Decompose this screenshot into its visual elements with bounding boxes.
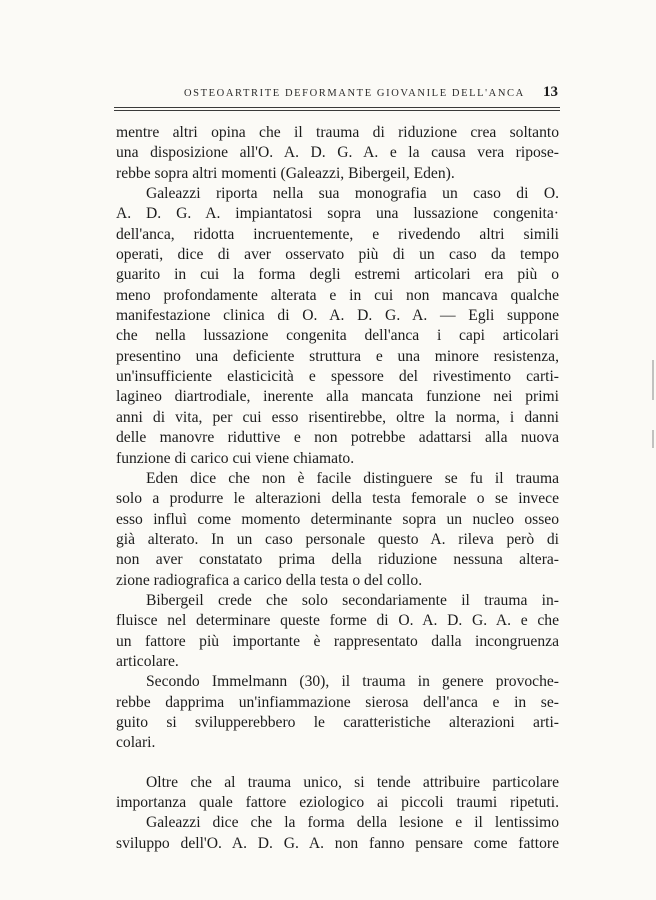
text-line: presentino una deficiente struttura e una minore resistenza, bbox=[116, 347, 559, 365]
text-line: fluisce nel determinare queste forme di O. A. D. G. A. e che bbox=[116, 612, 559, 630]
paragraph-gap bbox=[116, 754, 559, 773]
text-line: Secondo Immelmann (30), il trauma in genere provoche- bbox=[146, 673, 559, 691]
text-line: Galeazzi riporta nella sua monografia un caso di O. bbox=[146, 185, 559, 203]
running-title: OSTEOARTRITE DEFORMANTE GIOVANILE DELL'ANCA bbox=[184, 88, 525, 99]
text-line: meno profondamente alterata e in cui non mancava qualche bbox=[116, 286, 559, 304]
text-line: guito si svilupperebbero le caratteristiche alterazioni arti- bbox=[116, 713, 559, 731]
text-line: un'insufficiente elasticicità e spessore del rivestimento carti- bbox=[116, 368, 559, 386]
header-rule-bottom bbox=[114, 110, 560, 111]
text-line: funzione di carico cui viene chiamato. bbox=[116, 449, 355, 467]
text-line: solo a produrre le alterazioni della testa femorale o se invece bbox=[116, 490, 559, 508]
text-line: manifestazione clinica di O. A. D. G. A. — Egli suppone bbox=[116, 307, 559, 325]
text-line: Galeazzi dice che la forma della lesione e il lentissimo bbox=[146, 814, 559, 832]
scan-edge-mark bbox=[652, 360, 654, 400]
text-line: Eden dice che non è facile distinguere se fu il trauma bbox=[146, 469, 559, 487]
text-line: già alterato. In un caso personale questo A. rileva però di bbox=[116, 530, 559, 548]
text-line: articolare. bbox=[116, 652, 179, 670]
text-line: colari. bbox=[116, 734, 156, 752]
scan-edge-mark bbox=[652, 430, 654, 448]
text-line: A. D. G. A. impiantatosi sopra una lussazione congenita· bbox=[116, 205, 559, 223]
text-line: lagineo diartrodiale, inerente alla mancata funzione nei primi bbox=[116, 388, 559, 406]
text-line: Bibergeil crede che solo secondariamente il trauma in- bbox=[146, 591, 559, 609]
text-line: esso influì come momento determinante sopra un nucleo osseo bbox=[116, 510, 559, 528]
text-line: anni di vita, per cui esso risentirebbe, oltre la norma, i danni bbox=[116, 408, 559, 426]
text-line: una disposizione all'O. A. D. G. A. e la causa vera ripose- bbox=[116, 144, 559, 162]
running-head bbox=[118, 86, 558, 102]
text-line: che nella lussazione congenita dell'anca i capi articolari bbox=[116, 327, 559, 345]
text-line: importanza quale fattore eziologico ai piccoli traumi ripetuti. bbox=[116, 794, 559, 811]
text-line: Oltre che al trauma unico, si tende attribuire particolare bbox=[146, 773, 559, 791]
text-line: delle manovre riduttive e non potrebbe adattarsi alla nuova bbox=[116, 429, 559, 447]
text-line: rebbe sopra altri momenti (Galeazzi, Bibergeil, Eden). bbox=[116, 164, 455, 182]
header-rule-top bbox=[114, 107, 560, 108]
page-number: 13 bbox=[543, 84, 558, 100]
text-line: sviluppo dell'O. A. D. G. A. non fanno pensare come fattore bbox=[116, 834, 559, 852]
text-line: non aver constatato prima della riduzione nessuna altera- bbox=[116, 551, 559, 569]
body-text bbox=[116, 123, 559, 854]
text-line: zione radiografica a carico della testa o del collo. bbox=[116, 571, 423, 589]
text-line: guarito in cui la forma degli estremi articolari era più o bbox=[116, 266, 559, 284]
text-line: rebbe dapprima un'infiammazione sierosa dell'anca e in se- bbox=[116, 693, 559, 711]
text-line: operati, dice di aver osservato più di un caso da tempo bbox=[116, 246, 559, 264]
text-line: un fattore più importante è rappresentato dalla incongruenza bbox=[116, 632, 559, 650]
text-line: mentre altri opina che il trauma di riduzione crea soltanto bbox=[116, 124, 559, 141]
text-line: dell'anca, ridotta incruentemente, e rivedendo altri simili bbox=[116, 225, 559, 243]
